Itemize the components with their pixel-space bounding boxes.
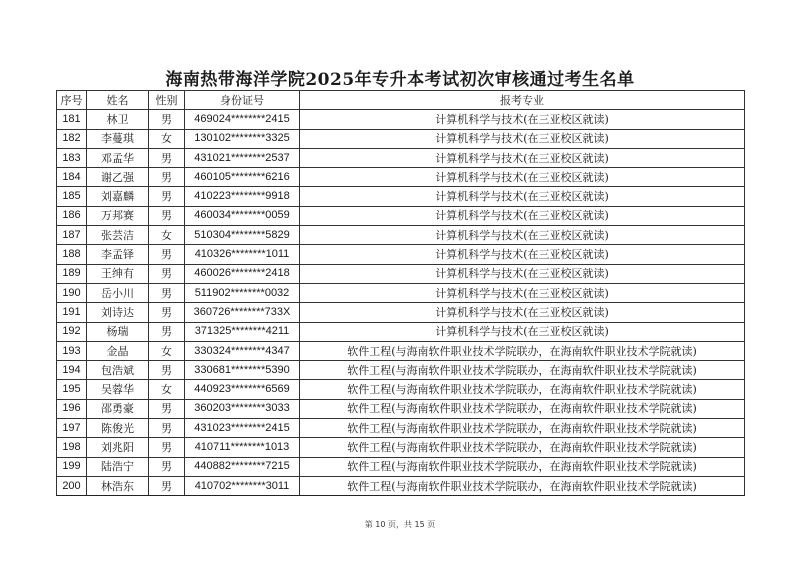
cell-no: 196 xyxy=(57,399,87,418)
cell-gender: 男 xyxy=(149,168,185,187)
table-row xyxy=(57,476,745,495)
cell-gender: 女 xyxy=(149,380,185,399)
cell-id-number: 511902********0032 xyxy=(185,283,300,302)
table-row xyxy=(57,206,745,225)
table-row xyxy=(57,245,745,264)
cell-id-number: 360726********733X xyxy=(185,303,300,322)
cell-name: 陈俊光 xyxy=(87,419,149,438)
cell-id-number: 330324********4347 xyxy=(185,341,300,360)
cell-no: 182 xyxy=(57,129,87,148)
cell-gender: 男 xyxy=(149,303,185,322)
cell-name: 吴蓉华 xyxy=(87,380,149,399)
cell-id-number: 440882********7215 xyxy=(185,457,300,476)
cell-name: 李孟铎 xyxy=(87,245,149,264)
cell-no: 184 xyxy=(57,168,87,187)
cell-gender: 男 xyxy=(149,206,185,225)
cell-id-number: 410326********1011 xyxy=(185,245,300,264)
cell-gender: 男 xyxy=(149,245,185,264)
cell-name: 包浩斌 xyxy=(87,361,149,380)
cell-gender: 男 xyxy=(149,283,185,302)
cell-name: 张芸洁 xyxy=(87,226,149,245)
table-body xyxy=(57,110,745,496)
table-row xyxy=(57,399,745,418)
cell-major: 软件工程(与海南软件职业技术学院联办，在海南软件职业技术学院就读) xyxy=(300,419,745,438)
cell-major: 计算机科学与技术(在三亚校区就读) xyxy=(300,264,745,283)
header-no: 序号 xyxy=(57,91,87,110)
cell-gender: 男 xyxy=(149,148,185,167)
cell-id-number: 431023********2415 xyxy=(185,419,300,438)
cell-id-number: 330681********5390 xyxy=(185,361,300,380)
table-row xyxy=(57,129,745,148)
cell-no: 193 xyxy=(57,341,87,360)
cell-no: 185 xyxy=(57,187,87,206)
cell-id-number: 431021********2537 xyxy=(185,148,300,167)
table-row xyxy=(57,322,745,341)
cell-major: 计算机科学与技术(在三亚校区就读) xyxy=(300,322,745,341)
table-row xyxy=(57,341,745,360)
cell-name: 岳小川 xyxy=(87,283,149,302)
table-row xyxy=(57,380,745,399)
table-row xyxy=(57,110,745,129)
table-row xyxy=(57,457,745,476)
page-footer: 第 10 页，共 15 页 xyxy=(364,520,436,529)
cell-id-number: 360203********3033 xyxy=(185,399,300,418)
cell-major: 计算机科学与技术(在三亚校区就读) xyxy=(300,129,745,148)
cell-id-number: 460105********6216 xyxy=(185,168,300,187)
table-row xyxy=(57,283,745,302)
table-row xyxy=(57,438,745,457)
table-row xyxy=(57,148,745,167)
cell-id-number: 440923********6569 xyxy=(185,380,300,399)
cell-name: 邵勇豪 xyxy=(87,399,149,418)
cell-gender: 男 xyxy=(149,322,185,341)
cell-name: 邓孟华 xyxy=(87,148,149,167)
cell-name: 林浩东 xyxy=(87,476,149,495)
cell-gender: 女 xyxy=(149,341,185,360)
cell-name: 金晶 xyxy=(87,341,149,360)
cell-major: 计算机科学与技术(在三亚校区就读) xyxy=(300,245,745,264)
cell-major: 计算机科学与技术(在三亚校区就读) xyxy=(300,187,745,206)
cell-no: 181 xyxy=(57,110,87,129)
cell-major: 软件工程(与海南软件职业技术学院联办，在海南软件职业技术学院就读) xyxy=(300,399,745,418)
cell-no: 192 xyxy=(57,322,87,341)
cell-gender: 男 xyxy=(149,476,185,495)
cell-major: 计算机科学与技术(在三亚校区就读) xyxy=(300,303,745,322)
cell-gender: 女 xyxy=(149,226,185,245)
cell-gender: 男 xyxy=(149,438,185,457)
table-row xyxy=(57,187,745,206)
cell-name: 李蔓琪 xyxy=(87,129,149,148)
cell-id-number: 510304********5829 xyxy=(185,226,300,245)
cell-id-number: 371325********4211 xyxy=(185,322,300,341)
cell-name: 王绅有 xyxy=(87,264,149,283)
table-row xyxy=(57,361,745,380)
cell-name: 刘诗达 xyxy=(87,303,149,322)
cell-no: 197 xyxy=(57,419,87,438)
cell-no: 189 xyxy=(57,264,87,283)
cell-major: 计算机科学与技术(在三亚校区就读) xyxy=(300,110,745,129)
cell-gender: 男 xyxy=(149,457,185,476)
cell-name: 陆浩宁 xyxy=(87,457,149,476)
cell-no: 187 xyxy=(57,226,87,245)
cell-major: 计算机科学与技术(在三亚校区就读) xyxy=(300,206,745,225)
cell-name: 林卫 xyxy=(87,110,149,129)
cell-id-number: 410223********9918 xyxy=(185,187,300,206)
cell-id-number: 130102********3325 xyxy=(185,129,300,148)
cell-no: 194 xyxy=(57,361,87,380)
cell-major: 计算机科学与技术(在三亚校区就读) xyxy=(300,148,745,167)
cell-id-number: 410711********1013 xyxy=(185,438,300,457)
cell-major: 软件工程(与海南软件职业技术学院联办，在海南软件职业技术学院就读) xyxy=(300,476,745,495)
table-row xyxy=(57,168,745,187)
cell-id-number: 460034********0059 xyxy=(185,206,300,225)
cell-major: 计算机科学与技术(在三亚校区就读) xyxy=(300,226,745,245)
cell-id-number: 469024********2415 xyxy=(185,110,300,129)
header-name: 姓名 xyxy=(87,91,149,110)
cell-id-number: 410702********3011 xyxy=(185,476,300,495)
cell-gender: 男 xyxy=(149,110,185,129)
cell-major: 软件工程(与海南软件职业技术学院联办，在海南软件职业技术学院就读) xyxy=(300,361,745,380)
cell-no: 198 xyxy=(57,438,87,457)
page-title: 海南热带海洋学院2025年专升本考试初次审核通过考生名单 xyxy=(165,70,635,90)
cell-major: 计算机科学与技术(在三亚校区就读) xyxy=(300,168,745,187)
header-major: 报考专业 xyxy=(300,91,745,110)
cell-gender: 男 xyxy=(149,264,185,283)
cell-gender: 女 xyxy=(149,129,185,148)
table-row xyxy=(57,226,745,245)
table-row xyxy=(57,303,745,322)
cell-major: 软件工程(与海南软件职业技术学院联办，在海南软件职业技术学院就读) xyxy=(300,341,745,360)
cell-no: 200 xyxy=(57,476,87,495)
cell-gender: 男 xyxy=(149,399,185,418)
cell-gender: 男 xyxy=(149,361,185,380)
cell-name: 万邦赛 xyxy=(87,206,149,225)
cell-gender: 男 xyxy=(149,419,185,438)
cell-major: 软件工程(与海南软件职业技术学院联办，在海南软件职业技术学院就读) xyxy=(300,380,745,399)
cell-no: 199 xyxy=(57,457,87,476)
cell-no: 186 xyxy=(57,206,87,225)
table-header-row xyxy=(57,91,745,110)
candidate-table xyxy=(56,90,745,496)
cell-major: 计算机科学与技术(在三亚校区就读) xyxy=(300,283,745,302)
cell-name: 谢乙强 xyxy=(87,168,149,187)
cell-no: 183 xyxy=(57,148,87,167)
cell-no: 188 xyxy=(57,245,87,264)
cell-name: 杨瑞 xyxy=(87,322,149,341)
cell-no: 191 xyxy=(57,303,87,322)
cell-name: 刘嘉麟 xyxy=(87,187,149,206)
table-row xyxy=(57,264,745,283)
cell-major: 软件工程(与海南软件职业技术学院联办，在海南软件职业技术学院就读) xyxy=(300,457,745,476)
header-gender: 性别 xyxy=(149,91,185,110)
cell-no: 195 xyxy=(57,380,87,399)
table-row xyxy=(57,419,745,438)
cell-id-number: 460026********2418 xyxy=(185,264,300,283)
cell-no: 190 xyxy=(57,283,87,302)
cell-gender: 男 xyxy=(149,187,185,206)
header-id-number: 身份证号 xyxy=(185,91,300,110)
cell-name: 刘兆阳 xyxy=(87,438,149,457)
cell-major: 软件工程(与海南软件职业技术学院联办，在海南软件职业技术学院就读) xyxy=(300,438,745,457)
